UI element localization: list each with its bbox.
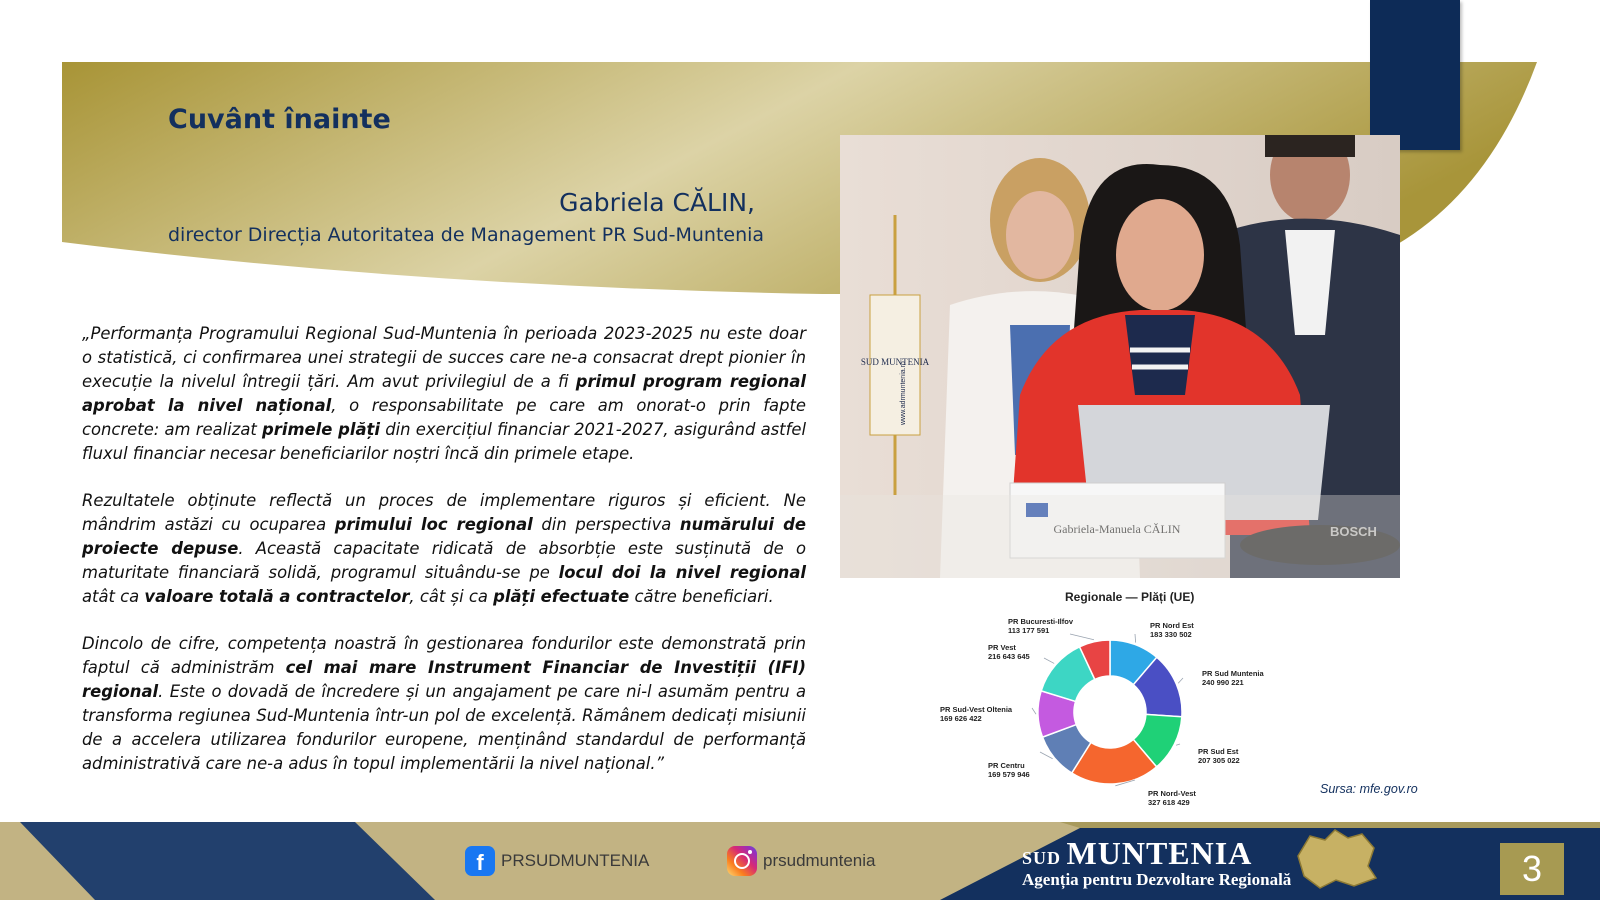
leader-line [1032, 708, 1036, 714]
instagram-handle: prsudmuntenia [763, 851, 876, 870]
facebook-icon: f [465, 846, 495, 876]
corner-accent [1370, 0, 1460, 150]
brand-subtitle: Agenția pentru Dezvoltare Regională [1022, 870, 1292, 889]
bold-phrase: primului loc regional [334, 515, 533, 534]
text-run: „Performanța Programului Regional Sud-Muntenia în perioada 2023-2025 nu este doar o statistică, ci confirmarea unei strategii de succes care ne-a consacrat drept pionier în execuție la nivelul întregii țări. Am avut privilegiul de a fi [82, 324, 806, 391]
slice-value-label: 207 305 022 [1198, 756, 1240, 765]
slice-name-label: PR Vest [988, 643, 1016, 652]
text-run: către beneficiari. [629, 587, 774, 606]
bold-phrase: numărului de proiecte depuse [82, 515, 806, 558]
donut-chart [940, 612, 1300, 822]
text-run: . Această capacitate ridicată de absorbție este susținută de o maturitate financiară solidă, programul situându-se pe [82, 539, 806, 582]
instagram-icon [727, 846, 757, 876]
brand-logo [1022, 835, 1291, 890]
text-run: din perspectiva [532, 515, 680, 534]
paragraph-2 [82, 489, 806, 609]
pennant-url: www.adrmuntenia.ro [900, 361, 907, 425]
bold-phrase: plăți efectuate [493, 587, 630, 606]
mic-brand: BOSCH [1330, 524, 1377, 539]
slice-name-label: PR Nord Est [1150, 621, 1194, 630]
author-role: director Direcția Autoritatea de Management PR Sud-Muntenia [168, 224, 765, 246]
bold-phrase: primele plăți [262, 420, 380, 439]
paragraph-3 [82, 632, 806, 776]
slice-value-label: 327 618 429 [1148, 798, 1190, 807]
slice-name-label: PR Sud Muntenia [1202, 669, 1264, 678]
slice-name-label: PR Sud-Vest Oltenia [940, 705, 1013, 714]
leader-line [1070, 634, 1094, 640]
paragraph-1 [82, 322, 806, 466]
text-run: . Este o dovadă de încredere și un angajament pe care ni-l asumăm pentru a transforma regiunea Sud-Muntenia într-un pol de excelență. Rămânem dedicați misiunii de a accelera utilizarea fondurilor europene, menținând standardul de performanță administrativă care ne-a adus în topul implementării la nivel național.” [82, 682, 806, 773]
text-run: atât ca [82, 587, 145, 606]
bold-phrase: cel mai mare Instrument Financiar de Investiții (IFI) regional [82, 658, 806, 701]
leader-line [1178, 678, 1183, 683]
foreword-text [82, 322, 806, 799]
slice-name-label: PR Sud Est [1198, 747, 1239, 756]
text-run: , o responsabilitate pe care am onorat-o prin fapte concrete: am realizat [82, 396, 806, 439]
leader-line [1176, 744, 1180, 745]
source-note: Sursa: mfe.gov.ro [1320, 782, 1418, 796]
slice-value-label: 216 643 645 [988, 652, 1030, 661]
slice-value-label: 169 626 422 [940, 714, 982, 723]
leader-line [1044, 658, 1054, 663]
text-run: din exercițiul financiar 2021-2027, asigurând astfel fluxul financiar necesar beneficiarilor noștri încă din primele etape. [82, 420, 806, 463]
pennant-title: SUD MUNTENIA [860, 357, 930, 367]
slice-value-label: 240 990 221 [1202, 678, 1244, 687]
text-run: Rezultatele obținute reflectă un proces de implementare riguros și eficient. Ne mândrim astăzi cu ocuparea [82, 491, 806, 534]
slice-value-label: 183 330 502 [1150, 630, 1192, 639]
slice-value-label: 113 177 591 [1008, 626, 1050, 635]
page-title: Cuvânt înainte [168, 104, 391, 135]
chart-title: Regionale — Plăți (UE) [1065, 590, 1195, 604]
author-name: Gabriela CĂLIN, [559, 188, 755, 217]
slice-name-label: PR Centru [988, 761, 1025, 770]
page-number: 3 [1500, 843, 1564, 895]
bold-phrase: locul doi la nivel regional [558, 563, 806, 582]
bold-phrase: valoare totală a contractelor [144, 587, 410, 606]
facebook-link[interactable] [465, 846, 649, 876]
brand-big: MUNTENIA [1066, 835, 1253, 871]
text-run: , cât și ca [409, 587, 494, 606]
portrait-photo [840, 135, 1400, 578]
region-map-icon [1290, 826, 1380, 890]
instagram-link[interactable] [727, 846, 875, 876]
brand-small: SUD [1022, 848, 1062, 868]
facebook-handle: PRSUDMUNTENIA [501, 851, 650, 870]
text-run: Dincolo de cifre, competența noastră în gestionarea fondurilor este demonstrată prin faptul că administrăm [82, 634, 806, 677]
leader-line [1135, 634, 1136, 643]
slice-name-label: PR Bucuresti-Ilfov [1008, 617, 1074, 626]
slice-name-label: PR Nord-Vest [1148, 789, 1196, 798]
nameplate-name: Gabriela-Manuela CĂLIN [1053, 522, 1181, 536]
slice-value-label: 169 579 946 [988, 770, 1030, 779]
bold-phrase: primul program regional aprobat la nivel național [82, 372, 806, 415]
